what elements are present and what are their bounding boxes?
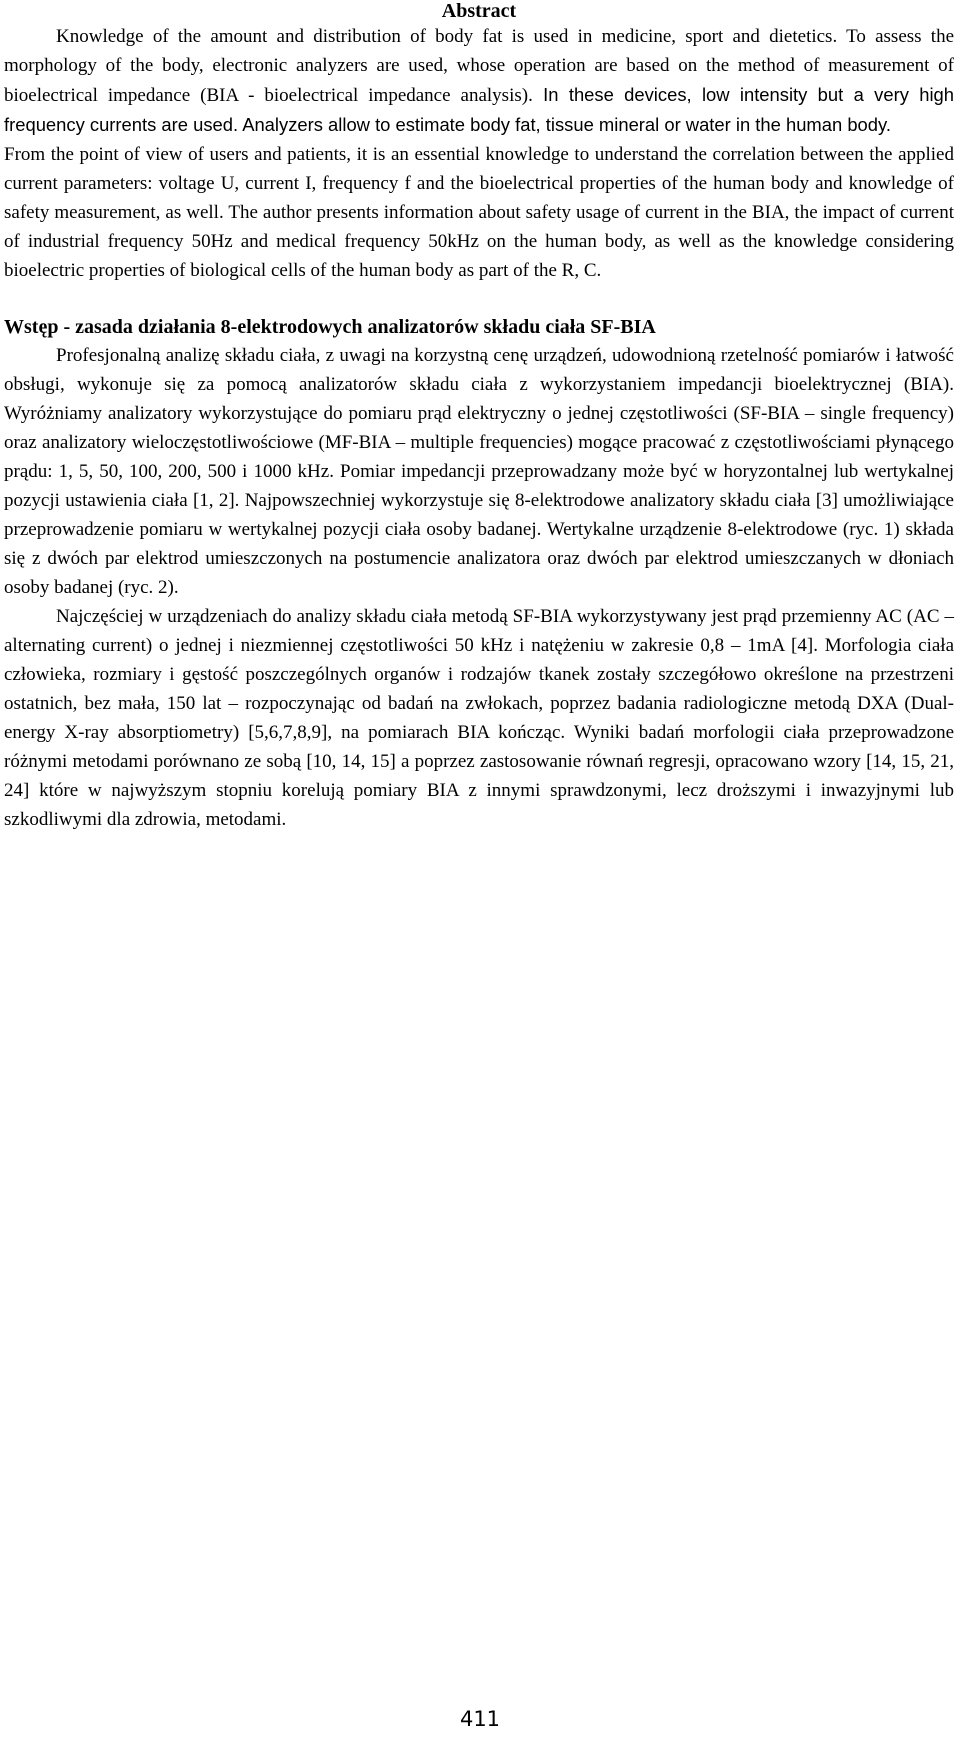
abstract-paragraph-1-serif: Knowledge of the amount and distribution of body fat is used in medicine, sport and dietetics. To assess the morphology of the body, electronic analyzers are used, whose operation are based on the method of measurement of bioelectrical impedance (BIA - bioelectrical impedance analysis).	[4, 26, 954, 106]
abstract-paragraph-1	[4, 22, 954, 140]
abstract-heading: Abstract	[441, 0, 517, 22]
abstract-paragraph-2: From the point of view of users and patients, it is an essential knowledge to understand the correlation between the applied current parameters: voltage U, current I, frequency f and the bioelectrical properties of the human body and knowledge of safety measurement, as well. The author presents information about safety usage of current in the BIA, the impact of current of industrial frequency 50Hz and medical frequency 50kHz on the human body, as well as the knowledge considering bioelectric properties of biological cells of the human body as part of the R, C.	[4, 144, 954, 281]
section-heading: Wstęp - zasada działania 8-elektrodowych analizatorów składu ciała SF-BIA	[4, 316, 656, 338]
page-number: 411	[459, 1707, 501, 1731]
section-paragraph-1: Profesjonalną analizę składu ciała, z uwagi na korzystną cenę urządzeń, udowodnioną rzetelność pomiarów i łatwość obsługi, wykonuje się za pomocą analizatorów składu ciała z wykorzystaniem impedancji bioelektrycznej (BIA). Wyróżniamy analizatory wykorzystujące do pomiaru prąd elektryczny o jednej częstotliwości (SF-BIA – single frequency) oraz analizatory wieloczęstotliwościowe (MF-BIA – multiple frequencies) mogące pracować z częstotliwościami płynącego prądu: 1, 5, 50, 100, 200, 500 i 1000 kHz. Pomiar impedancji przeprowadzany może być w horyzontalnej lub wertykalnej pozycji ustawienia ciała [1, 2]. Najpowszechniej wykorzystuje się 8-elektrodowe analizatory składu ciała [3] umożliwiające przeprowadzenie pomiaru w wertykalnej pozycji ciała osoby badanej. Wertykalne urządzenie 8-elektrodowe (ryc. 1) składa się z dwóch par elektrod umieszczonych na postumencie analizatora oraz dwóch par elektrod umieszczanych w dłoniach osoby badanej (ryc. 2).	[4, 345, 954, 598]
abstract-paragraph-1-sans: In these devices, low intensity but a very high frequency currents are used. Analyzers allow to estimate body fat, tissue mineral or water in the human body.	[4, 84, 954, 135]
section-paragraph-2: Najczęściej w urządzeniach do analizy składu ciała metodą SF-BIA wykorzystywany jest prąd przemienny AC (AC – alternating current) o jednej i niezmiennej częstotliwości 50 kHz i natężeniu w zakresie 0,8 – 1mA [4]. Morfologia ciała człowieka, rozmiary i gęstość poszczególnych organów i rodzajów tkanek zostały szczegółowo określone na przestrzeni ostatnich, bez mała, 150 lat – rozpoczynając od badań na zwłokach, poprzez badania radiologiczne metodą DXA (Dual-energy X-ray absorptiometry) [5,6,7,8,9], na pomiarach BIA kończąc. Wyniki badań morfologii ciała przeprowadzone różnymi metodami porównano ze sobą [10, 14, 15] a poprzez zastosowanie równań regresji, opracowano wzory [14, 15, 21, 24] które w najwyższym stopniu korelują pomiary BIA z innymi sprawdzonymi, lecz droższymi i inwazyjnymi lub szkodliwymi dla zdrowia, metodami.	[4, 606, 954, 830]
page-body	[4, 0, 954, 834]
